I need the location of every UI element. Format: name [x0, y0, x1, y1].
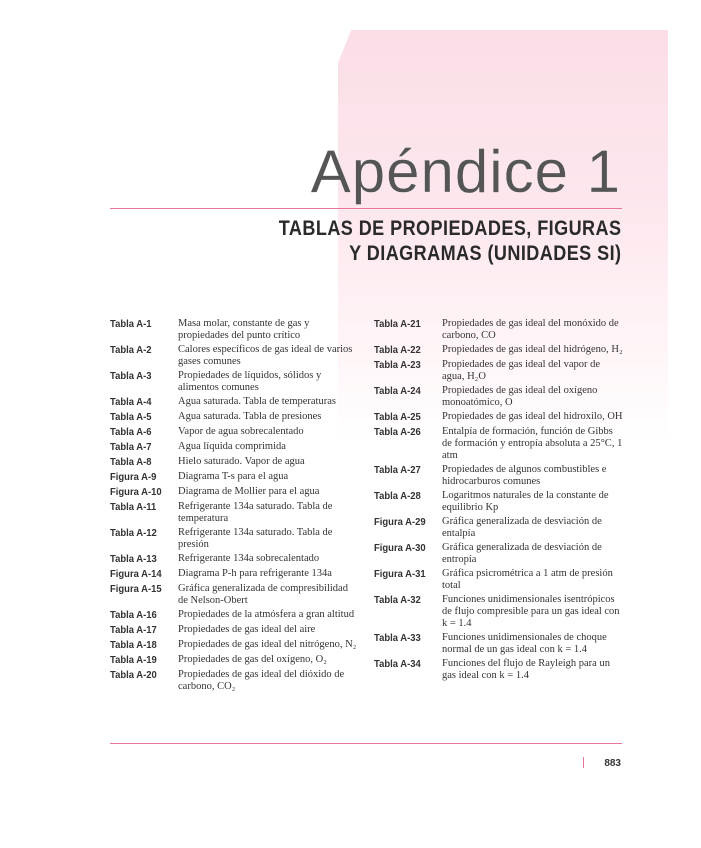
entry-description: Propiedades de gas ideal del dióxido de carbono, CO₂: [178, 669, 345, 692]
contents-entry: [110, 471, 360, 484]
entry-label: Tabla A-20: [110, 669, 157, 681]
entry-label: Tabla A-5: [110, 411, 152, 423]
entry-description: Agua saturada. Tabla de presiones: [178, 411, 322, 422]
entry-label: Tabla A-21: [374, 318, 421, 330]
contents-entry: [374, 516, 624, 540]
entry-label: Figura A-10: [110, 486, 162, 498]
entry-label: Tabla A-16: [110, 609, 157, 621]
entry-label: Tabla A-4: [110, 396, 152, 408]
entry-description: Propiedades de gas ideal del oxígeno monoatómico, O: [442, 385, 598, 408]
entry-description: Propiedades de la atmósfera a gran altitud: [178, 609, 355, 620]
contents-entry: [374, 490, 624, 514]
appendix-title: Apéndice 1: [310, 138, 621, 205]
subtitle-line-2: Y DIAGRAMAS (UNIDADES SI): [348, 242, 621, 265]
entry-description: Calores específicos de gas ideal de varios gases comunes: [178, 344, 353, 367]
entry-label: Tabla A-6: [110, 426, 152, 438]
entry-description: Hielo saturado. Vapor de agua: [178, 456, 305, 467]
contents-entry: [374, 594, 624, 630]
entry-description: Diagrama P-h para refrigerante 134a: [178, 568, 332, 579]
contents-entry: [110, 411, 360, 424]
entry-label: Tabla A-33: [374, 632, 421, 644]
contents-entry: [110, 426, 360, 439]
entry-description: Gráfica psicrométrica a 1 atm de presión total: [442, 568, 613, 591]
entry-description: Propiedades de algunos combustibles e hidrocarburos comunes: [442, 464, 607, 487]
contents-entry: [374, 426, 624, 462]
entry-label: Tabla A-24: [374, 385, 421, 397]
page-number-divider: [583, 757, 584, 768]
entry-label: Tabla A-8: [110, 456, 152, 468]
entry-label: Tabla A-25: [374, 411, 421, 423]
entry-label: Tabla A-2: [110, 344, 152, 356]
contents-entry: [374, 411, 624, 424]
entry-description: Gráfica generalizada de desviación de entropía: [442, 542, 602, 565]
contents-entry: [110, 639, 360, 652]
contents-entry: [110, 583, 360, 607]
entry-label: Tabla A-12: [110, 527, 157, 539]
contents-entry: [374, 542, 624, 566]
contents-entry: [374, 464, 624, 488]
contents-entry: [110, 486, 360, 499]
footer-rule: [110, 743, 622, 744]
contents-entry: [374, 658, 624, 682]
header-rule: [110, 208, 622, 209]
contents-entry: [110, 344, 360, 368]
contents-entry: [110, 553, 360, 566]
entry-description: Funciones del flujo de Rayleigh para un gas ideal con k = 1.4: [442, 658, 610, 681]
entry-label: Tabla A-18: [110, 639, 157, 651]
entry-description: Refrigerante 134a saturado. Tabla de presión: [178, 527, 333, 550]
contents-entry: [110, 568, 360, 581]
entry-label: Tabla A-22: [374, 344, 421, 356]
entry-label: Tabla A-27: [374, 464, 421, 476]
entry-label: Figura A-15: [110, 583, 162, 595]
entry-description: Gráfica generalizada de desviación de entalpía: [442, 516, 602, 539]
entry-description: Agua saturada. Tabla de temperaturas: [178, 396, 336, 407]
entry-label: Tabla A-34: [374, 658, 421, 670]
contents-entry: [374, 632, 624, 656]
entry-description: Propiedades de gas ideal del monóxido de carbono, CO: [442, 318, 619, 341]
page-number: 883: [604, 758, 621, 769]
entry-label: Tabla A-26: [374, 426, 421, 438]
contents-entry: [110, 318, 360, 342]
entry-label: Figura A-30: [374, 542, 426, 554]
contents-entry: [110, 501, 360, 525]
entry-label: Tabla A-7: [110, 441, 152, 453]
entry-description: Funciones unidimensionales isentrópicos de flujo compresible para un gas ideal con k = 1.4: [442, 594, 620, 629]
entry-description: Propiedades de líquidos, sólidos y alimentos comunes: [178, 370, 322, 393]
entry-description: Logaritmos naturales de la constante de equilibrio Kp: [442, 490, 609, 513]
contents-entry: [110, 370, 360, 394]
entry-description: Entalpía de formación, función de Gibbs de formación y entropía absoluta a 25°C, 1 atm: [442, 426, 623, 461]
entry-description: Funciones unidimensionales de choque normal de un gas ideal con k = 1.4: [442, 632, 607, 655]
entry-description: Diagrama de Mollier para el agua: [178, 486, 320, 497]
contents-right-column: [374, 318, 624, 684]
entry-description: Propiedades de gas del oxígeno, O₂: [178, 654, 327, 665]
entry-description: Propiedades de gas ideal del aire: [178, 624, 316, 635]
contents-entry: [374, 318, 624, 342]
entry-description: Refrigerante 134a saturado. Tabla de temperatura: [178, 501, 333, 524]
entry-description: Agua líquida comprimida: [178, 441, 286, 452]
contents-entry: [374, 568, 624, 592]
contents-entry: [110, 669, 360, 693]
entry-description: Masa molar, constante de gas y propiedades del punto crítico: [178, 318, 310, 341]
contents-entry: [110, 396, 360, 409]
entry-label: Tabla A-28: [374, 490, 421, 502]
entry-description: Propiedades de gas ideal del nitrógeno, N₂: [178, 639, 357, 650]
entry-label: Figura A-29: [374, 516, 426, 528]
contents-entry: [374, 359, 624, 383]
contents-entry: [110, 654, 360, 667]
contents-entry: [374, 385, 624, 409]
entry-label: Figura A-9: [110, 471, 157, 483]
subtitle-line-1: TABLAS DE PROPIEDADES, FIGURAS: [278, 217, 621, 240]
entry-label: Figura A-14: [110, 568, 162, 580]
entry-description: Vapor de agua sobrecalentado: [178, 426, 304, 437]
contents-entry: [110, 527, 360, 551]
entry-label: Tabla A-32: [374, 594, 421, 606]
entry-label: Tabla A-19: [110, 654, 157, 666]
contents-entry: [374, 344, 624, 357]
entry-label: Tabla A-13: [110, 553, 157, 565]
entry-description: Propiedades de gas ideal del hidrógeno, H₂: [442, 344, 623, 355]
entry-label: Tabla A-17: [110, 624, 157, 636]
contents-entry: [110, 456, 360, 469]
appendix-subtitle: [278, 216, 621, 266]
contents-entry: [110, 441, 360, 454]
entry-label: Figura A-31: [374, 568, 426, 580]
contents-left-column: [110, 318, 360, 695]
entry-description: Propiedades de gas ideal del vapor de agua, H₂O: [442, 359, 601, 382]
entry-label: Tabla A-23: [374, 359, 421, 371]
entry-label: Tabla A-11: [110, 501, 157, 513]
entry-label: Tabla A-1: [110, 318, 152, 330]
contents-entry: [110, 609, 360, 622]
contents-entry: [110, 624, 360, 637]
entry-description: Refrigerante 134a sobrecalentado: [178, 553, 320, 564]
entry-label: Tabla A-3: [110, 370, 152, 382]
entry-description: Propiedades de gas ideal del hidroxilo, OH: [442, 411, 623, 422]
entry-description: Gráfica generalizada de compresibilidad de Nelson-Obert: [178, 583, 348, 606]
entry-description: Diagrama T-s para el agua: [178, 471, 289, 482]
